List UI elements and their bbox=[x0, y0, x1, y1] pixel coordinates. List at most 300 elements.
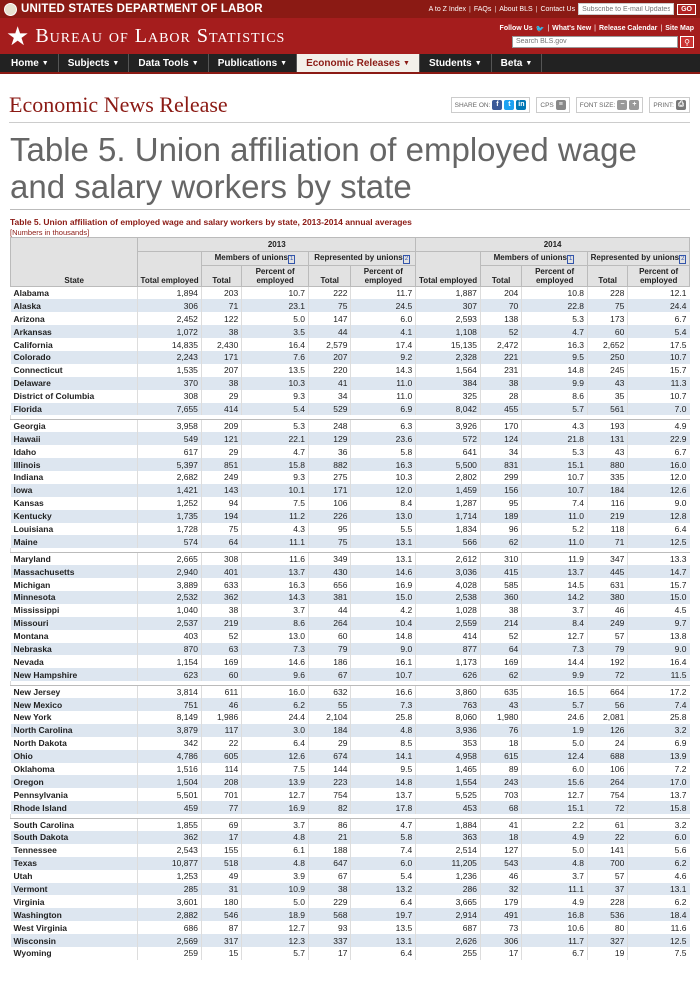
site-banner bbox=[0, 18, 700, 54]
nav-data-tools[interactable] bbox=[129, 54, 208, 72]
footnote-ref[interactable]: 1 bbox=[568, 256, 573, 262]
table-row bbox=[11, 844, 690, 857]
value-cell: 353 bbox=[416, 737, 481, 750]
value-cell: 131 bbox=[588, 432, 628, 445]
value-cell: 264 bbox=[309, 617, 351, 630]
table-body bbox=[11, 287, 690, 960]
table-row bbox=[11, 737, 690, 750]
value-cell: 1,516 bbox=[138, 763, 202, 776]
value-cell: 2,665 bbox=[138, 552, 202, 565]
value-cell: 28 bbox=[480, 390, 521, 403]
twitter-share-icon[interactable]: t bbox=[504, 100, 514, 110]
value-cell: 7.0 bbox=[628, 403, 690, 416]
value-cell: 11.7 bbox=[351, 287, 416, 300]
value-cell: 43 bbox=[480, 698, 521, 711]
value-cell: 13.0 bbox=[242, 630, 309, 643]
value-cell: 22.1 bbox=[242, 432, 309, 445]
value-cell: 16.3 bbox=[522, 338, 588, 351]
value-cell: 5.3 bbox=[522, 312, 588, 325]
value-cell: 73 bbox=[480, 921, 521, 934]
link-release-calendar[interactable]: Release Calendar bbox=[599, 25, 658, 32]
value-cell: 877 bbox=[416, 643, 481, 656]
value-cell: 220 bbox=[309, 364, 351, 377]
union-affiliation-table bbox=[10, 237, 690, 960]
value-cell: 11.0 bbox=[522, 510, 588, 523]
value-cell: 4,958 bbox=[416, 750, 481, 763]
value-cell: 1,834 bbox=[416, 523, 481, 536]
nav-subjects[interactable] bbox=[59, 54, 130, 72]
value-cell: 1,459 bbox=[416, 484, 481, 497]
value-cell: 7,655 bbox=[138, 403, 202, 416]
value-cell: 543 bbox=[480, 857, 521, 870]
represented-label: Represented by unions bbox=[314, 253, 403, 262]
value-cell: 16.9 bbox=[242, 801, 309, 814]
value-cell: 86 bbox=[309, 818, 351, 831]
value-cell: 24 bbox=[588, 737, 628, 750]
state-name-cell: Ohio bbox=[11, 750, 138, 763]
value-cell: 1,040 bbox=[138, 604, 202, 617]
value-cell: 2,802 bbox=[416, 471, 481, 484]
value-cell: 19 bbox=[588, 947, 628, 960]
value-cell: 6.4 bbox=[351, 947, 416, 960]
value-cell: 5,397 bbox=[138, 458, 202, 471]
state-name-cell: South Carolina bbox=[11, 818, 138, 831]
value-cell: 19.7 bbox=[351, 908, 416, 921]
value-cell: 11.0 bbox=[522, 535, 588, 548]
value-cell: 79 bbox=[309, 643, 351, 656]
value-cell: 75 bbox=[201, 523, 241, 536]
value-cell: 5.4 bbox=[242, 403, 309, 416]
table-row bbox=[11, 287, 690, 300]
value-cell: 229 bbox=[309, 895, 351, 908]
table-row bbox=[11, 617, 690, 630]
nav-students[interactable] bbox=[420, 54, 492, 72]
state-name-cell: Alabama bbox=[11, 287, 138, 300]
value-cell: 188 bbox=[309, 844, 351, 857]
bls-logo[interactable] bbox=[6, 23, 285, 49]
value-cell: 11.5 bbox=[628, 668, 690, 681]
link-a-to-z[interactable]: A to Z Index bbox=[428, 5, 467, 13]
value-cell: 9.6 bbox=[242, 668, 309, 681]
value-cell: 169 bbox=[201, 655, 241, 668]
value-cell: 2,472 bbox=[480, 338, 521, 351]
table-row bbox=[11, 458, 690, 471]
footnote-ref[interactable]: 1 bbox=[289, 256, 294, 262]
value-cell: 14.7 bbox=[628, 565, 690, 578]
top-bar bbox=[0, 0, 700, 18]
value-cell: 25.8 bbox=[351, 711, 416, 724]
value-cell: 546 bbox=[201, 908, 241, 921]
value-cell: 16.3 bbox=[242, 578, 309, 591]
value-cell: 16.4 bbox=[628, 655, 690, 668]
value-cell: 831 bbox=[480, 458, 521, 471]
value-cell: 310 bbox=[480, 552, 521, 565]
value-cell: 4.8 bbox=[242, 857, 309, 870]
value-cell: 327 bbox=[588, 934, 628, 947]
nav-publications[interactable] bbox=[209, 54, 297, 72]
value-cell: 3,860 bbox=[416, 685, 481, 698]
cps-link[interactable] bbox=[536, 97, 569, 113]
footnote-ref[interactable]: 2 bbox=[681, 256, 685, 262]
value-cell: 2,569 bbox=[138, 934, 202, 947]
value-cell: 15.1 bbox=[522, 801, 588, 814]
value-cell: 11.0 bbox=[351, 390, 416, 403]
share-tools bbox=[451, 97, 531, 113]
site-search-input[interactable] bbox=[512, 36, 678, 48]
value-cell: 11.9 bbox=[522, 552, 588, 565]
value-cell: 10.8 bbox=[522, 287, 588, 300]
value-cell: 32 bbox=[480, 883, 521, 896]
value-cell: 3,879 bbox=[138, 724, 202, 737]
value-cell: 308 bbox=[201, 552, 241, 565]
value-cell: 754 bbox=[588, 788, 628, 801]
value-cell: 415 bbox=[480, 565, 521, 578]
value-cell: 17.0 bbox=[628, 775, 690, 788]
value-cell: 255 bbox=[416, 947, 481, 960]
value-cell: 24.6 bbox=[522, 711, 588, 724]
value-cell: 13.5 bbox=[351, 921, 416, 934]
table-row bbox=[11, 643, 690, 656]
footnote-ref[interactable]: 2 bbox=[404, 256, 409, 262]
value-cell: 15.7 bbox=[628, 364, 690, 377]
table-row bbox=[11, 312, 690, 325]
value-cell: 664 bbox=[588, 685, 628, 698]
value-cell: 615 bbox=[480, 750, 521, 763]
value-cell: 430 bbox=[309, 565, 351, 578]
value-cell: 35 bbox=[588, 390, 628, 403]
table-row bbox=[11, 299, 690, 312]
state-name-cell: Rhode Island bbox=[11, 801, 138, 814]
value-cell: 248 bbox=[309, 419, 351, 432]
col-header-total: Total bbox=[588, 266, 628, 287]
value-cell: 1.9 bbox=[522, 724, 588, 737]
value-cell: 10.7 bbox=[242, 287, 309, 300]
value-cell: 700 bbox=[588, 857, 628, 870]
table-row bbox=[11, 535, 690, 548]
table-caption: Table 5. Union affiliation of employed wage and salary workers by state, 2013-2014 annual averages bbox=[10, 217, 412, 227]
value-cell: 55 bbox=[309, 698, 351, 711]
value-cell: 249 bbox=[588, 617, 628, 630]
value-cell: 12.8 bbox=[628, 510, 690, 523]
value-cell: 1,894 bbox=[138, 287, 202, 300]
follow-us-link[interactable]: Follow Us bbox=[499, 25, 533, 32]
dol-seal-icon bbox=[4, 3, 17, 16]
value-cell: 13.7 bbox=[628, 788, 690, 801]
value-cell: 635 bbox=[480, 685, 521, 698]
value-cell: 626 bbox=[416, 668, 481, 681]
value-cell: 686 bbox=[138, 921, 202, 934]
value-cell: 75 bbox=[309, 535, 351, 548]
value-cell: 219 bbox=[588, 510, 628, 523]
value-cell: 1,504 bbox=[138, 775, 202, 788]
state-name-cell: Nevada bbox=[11, 655, 138, 668]
value-cell: 23.6 bbox=[351, 432, 416, 445]
year-header-2013: 2013 bbox=[138, 238, 416, 252]
value-cell: 14.8 bbox=[351, 630, 416, 643]
value-cell: 18.9 bbox=[242, 908, 309, 921]
facebook-icon[interactable]: f bbox=[492, 100, 502, 110]
value-cell: 22.8 bbox=[522, 299, 588, 312]
value-cell: 9.9 bbox=[522, 377, 588, 390]
chevron-down-icon: ▼ bbox=[280, 59, 288, 67]
value-cell: 89 bbox=[480, 763, 521, 776]
value-cell: 632 bbox=[309, 685, 351, 698]
value-cell: 5.0 bbox=[522, 737, 588, 750]
font-increase-icon[interactable]: + bbox=[629, 100, 639, 110]
value-cell: 6.4 bbox=[628, 523, 690, 536]
value-cell: 9.9 bbox=[522, 668, 588, 681]
value-cell: 61 bbox=[588, 818, 628, 831]
state-name-cell: Arizona bbox=[11, 312, 138, 325]
value-cell: 5.3 bbox=[242, 419, 309, 432]
state-name-cell: New Jersey bbox=[11, 685, 138, 698]
value-cell: 29 bbox=[201, 445, 241, 458]
value-cell: 57 bbox=[588, 630, 628, 643]
value-cell: 1,072 bbox=[138, 325, 202, 338]
value-cell: 7.5 bbox=[242, 497, 309, 510]
follow-links: Follow Us 🐦 | What's New | Release Calendar | Site Map bbox=[499, 25, 694, 33]
value-cell: 7.2 bbox=[628, 763, 690, 776]
value-cell: 179 bbox=[480, 895, 521, 908]
search-icon[interactable]: ⚲ bbox=[680, 36, 694, 48]
value-cell: 2,593 bbox=[416, 312, 481, 325]
table-row bbox=[11, 325, 690, 338]
value-cell: 6.2 bbox=[628, 895, 690, 908]
value-cell: 6.7 bbox=[628, 445, 690, 458]
value-cell: 3.7 bbox=[242, 818, 309, 831]
value-cell: 80 bbox=[588, 921, 628, 934]
state-name-cell: Michigan bbox=[11, 578, 138, 591]
table-row bbox=[11, 338, 690, 351]
value-cell: 1,735 bbox=[138, 510, 202, 523]
value-cell: 95 bbox=[309, 523, 351, 536]
value-cell: 8.4 bbox=[522, 617, 588, 630]
value-cell: 2,532 bbox=[138, 591, 202, 604]
value-cell: 5.7 bbox=[522, 403, 588, 416]
value-cell: 13.2 bbox=[351, 883, 416, 896]
value-cell: 656 bbox=[309, 578, 351, 591]
state-name-cell: Virginia bbox=[11, 895, 138, 908]
nav-subjects-label: Subjects bbox=[67, 57, 110, 69]
link-contact-us[interactable]: Contact Us bbox=[540, 5, 576, 13]
value-cell: 6.4 bbox=[242, 737, 309, 750]
value-cell: 12.6 bbox=[242, 750, 309, 763]
value-cell: 1,287 bbox=[416, 497, 481, 510]
chevron-down-icon: ▼ bbox=[474, 59, 482, 67]
value-cell: 12.0 bbox=[351, 484, 416, 497]
table-row bbox=[11, 351, 690, 364]
value-cell: 414 bbox=[416, 630, 481, 643]
value-cell: 43 bbox=[588, 377, 628, 390]
value-cell: 68 bbox=[480, 801, 521, 814]
value-cell: 24.4 bbox=[628, 299, 690, 312]
page-title: Table 5. Union affiliation of employed wage and salary workers by state bbox=[10, 131, 637, 205]
value-cell: 568 bbox=[309, 908, 351, 921]
font-decrease-icon[interactable]: − bbox=[617, 100, 627, 110]
value-cell: 184 bbox=[309, 724, 351, 737]
value-cell: 2,940 bbox=[138, 565, 202, 578]
value-cell: 882 bbox=[309, 458, 351, 471]
rss-icon: ≡ bbox=[556, 100, 566, 110]
value-cell: 3,889 bbox=[138, 578, 202, 591]
table-row bbox=[11, 934, 690, 947]
value-cell: 384 bbox=[416, 377, 481, 390]
link-site-map[interactable]: Site Map bbox=[665, 25, 694, 32]
value-cell: 52 bbox=[480, 325, 521, 338]
star-icon: ★ bbox=[6, 21, 30, 51]
value-cell: 4.7 bbox=[242, 445, 309, 458]
main-nav bbox=[0, 54, 700, 74]
col-header-total: Total bbox=[309, 266, 351, 287]
table-row bbox=[11, 698, 690, 711]
value-cell: 14,835 bbox=[138, 338, 202, 351]
value-cell: 169 bbox=[480, 655, 521, 668]
value-cell: 29 bbox=[309, 737, 351, 750]
value-cell: 17 bbox=[480, 947, 521, 960]
value-cell: 2,682 bbox=[138, 471, 202, 484]
group-header-represented bbox=[309, 252, 416, 266]
value-cell: 763 bbox=[416, 698, 481, 711]
value-cell: 605 bbox=[201, 750, 241, 763]
value-cell: 15.8 bbox=[242, 458, 309, 471]
value-cell: 31 bbox=[201, 883, 241, 896]
value-cell: 116 bbox=[588, 497, 628, 510]
value-cell: 623 bbox=[138, 668, 202, 681]
value-cell: 16.8 bbox=[522, 908, 588, 921]
value-cell: 1,535 bbox=[138, 364, 202, 377]
nav-economic-releases-label: Economic Releases bbox=[306, 57, 401, 69]
value-cell: 1,028 bbox=[416, 604, 481, 617]
value-cell: 1,252 bbox=[138, 497, 202, 510]
value-cell: 381 bbox=[309, 591, 351, 604]
nav-home-label: Home bbox=[11, 57, 39, 69]
value-cell: 15.1 bbox=[522, 458, 588, 471]
link-faqs[interactable]: FAQs bbox=[473, 5, 492, 13]
value-cell: 360 bbox=[480, 591, 521, 604]
value-cell: 11.6 bbox=[628, 921, 690, 934]
value-cell: 21 bbox=[309, 831, 351, 844]
value-cell: 186 bbox=[309, 655, 351, 668]
value-cell: 4,786 bbox=[138, 750, 202, 763]
value-cell: 12.6 bbox=[628, 484, 690, 497]
value-cell: 249 bbox=[201, 471, 241, 484]
value-cell: 445 bbox=[588, 565, 628, 578]
nav-economic-releases[interactable] bbox=[297, 54, 420, 72]
value-cell: 275 bbox=[309, 471, 351, 484]
value-cell: 401 bbox=[201, 565, 241, 578]
linkedin-icon[interactable]: in bbox=[518, 101, 525, 108]
value-cell: 2,882 bbox=[138, 908, 202, 921]
col-header-percent: Percent of employed bbox=[242, 266, 309, 287]
state-name-cell: Tennessee bbox=[11, 844, 138, 857]
value-cell: 1,465 bbox=[416, 763, 481, 776]
value-cell: 16.6 bbox=[351, 685, 416, 698]
state-name-cell: Delaware bbox=[11, 377, 138, 390]
email-go-button[interactable]: GO bbox=[677, 4, 696, 15]
state-name-cell: Kansas bbox=[11, 497, 138, 510]
value-cell: 24.4 bbox=[242, 711, 309, 724]
value-cell: 7.4 bbox=[628, 698, 690, 711]
value-cell: 214 bbox=[480, 617, 521, 630]
link-whats-new[interactable]: What's New bbox=[552, 25, 592, 32]
value-cell: 14.6 bbox=[351, 565, 416, 578]
value-cell: 688 bbox=[588, 750, 628, 763]
value-cell: 24.5 bbox=[351, 299, 416, 312]
value-cell: 574 bbox=[138, 535, 202, 548]
value-cell: 87 bbox=[201, 921, 241, 934]
value-cell: 4.3 bbox=[522, 419, 588, 432]
value-cell: 1,564 bbox=[416, 364, 481, 377]
value-cell: 9.3 bbox=[242, 390, 309, 403]
value-cell: 75 bbox=[588, 299, 628, 312]
value-cell: 12.0 bbox=[628, 471, 690, 484]
value-cell: 14.3 bbox=[242, 591, 309, 604]
value-cell: 3,958 bbox=[138, 419, 202, 432]
value-cell: 529 bbox=[309, 403, 351, 416]
value-cell: 34 bbox=[309, 390, 351, 403]
state-name-cell: District of Columbia bbox=[11, 390, 138, 403]
value-cell: 751 bbox=[138, 698, 202, 711]
value-cell: 245 bbox=[588, 364, 628, 377]
table-row bbox=[11, 403, 690, 416]
table-row bbox=[11, 578, 690, 591]
state-name-cell: New York bbox=[11, 711, 138, 724]
value-cell: 44 bbox=[309, 604, 351, 617]
value-cell: 13.1 bbox=[351, 552, 416, 565]
value-cell: 17 bbox=[309, 947, 351, 960]
value-cell: 16.9 bbox=[351, 578, 416, 591]
email-subscribe-input[interactable] bbox=[578, 3, 674, 15]
value-cell: 60 bbox=[309, 630, 351, 643]
table-row bbox=[11, 763, 690, 776]
state-name-cell: Florida bbox=[11, 403, 138, 416]
value-cell: 259 bbox=[138, 947, 202, 960]
value-cell: 170 bbox=[480, 419, 521, 432]
value-cell: 57 bbox=[588, 870, 628, 883]
value-cell: 285 bbox=[138, 883, 202, 896]
print-tool[interactable] bbox=[649, 97, 690, 113]
nav-beta[interactable] bbox=[492, 54, 543, 72]
value-cell: 414 bbox=[201, 403, 241, 416]
nav-publications-label: Publications bbox=[217, 57, 278, 69]
link-about-bls[interactable]: About BLS bbox=[499, 5, 533, 13]
nav-home[interactable] bbox=[2, 54, 59, 72]
value-cell: 15.0 bbox=[628, 591, 690, 604]
value-cell: 2,104 bbox=[309, 711, 351, 724]
table-row bbox=[11, 750, 690, 763]
value-cell: 126 bbox=[588, 724, 628, 737]
release-title: Economic News Release bbox=[9, 92, 228, 117]
state-name-cell: Vermont bbox=[11, 883, 138, 896]
value-cell: 6.7 bbox=[522, 947, 588, 960]
department-header[interactable] bbox=[4, 3, 263, 16]
value-cell: 549 bbox=[138, 432, 202, 445]
value-cell: 223 bbox=[309, 775, 351, 788]
value-cell: 34 bbox=[480, 445, 521, 458]
value-cell: 56 bbox=[588, 698, 628, 711]
value-cell: 10.4 bbox=[351, 617, 416, 630]
value-cell: 8.4 bbox=[351, 497, 416, 510]
value-cell: 46 bbox=[201, 698, 241, 711]
value-cell: 52 bbox=[480, 630, 521, 643]
value-cell: 2,537 bbox=[138, 617, 202, 630]
state-name-cell: Washington bbox=[11, 908, 138, 921]
twitter-icon[interactable]: 🐦 bbox=[535, 25, 545, 33]
value-cell: 11,205 bbox=[416, 857, 481, 870]
value-cell: 71 bbox=[201, 299, 241, 312]
table-row bbox=[11, 377, 690, 390]
value-cell: 62 bbox=[480, 535, 521, 548]
